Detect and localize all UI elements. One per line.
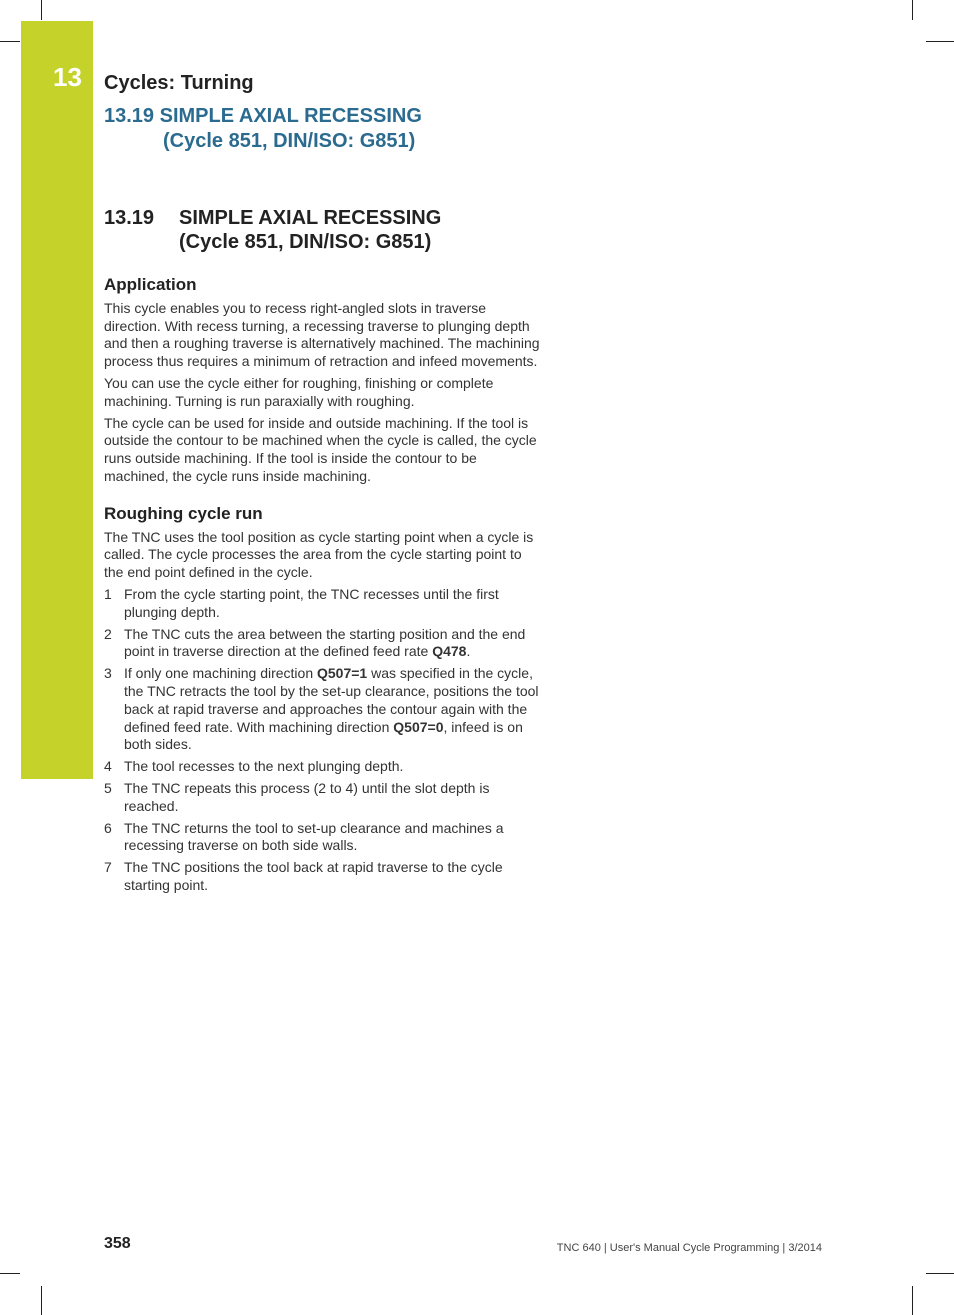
crop-mark — [926, 1273, 954, 1274]
chapter-tab — [21, 21, 93, 779]
roughing-steps — [104, 586, 542, 895]
step-number: 3 — [104, 665, 112, 682]
step-number: 2 — [104, 625, 112, 642]
section-number: 13.19 — [104, 207, 155, 229]
step-text: The tool recesses to the next plunging depth. — [124, 758, 404, 775]
section-title-line2: (Cycle 851, DIN/ISO: G851) — [179, 231, 432, 253]
step-text: The TNC returns the tool to set-up clearance and machines a recessing traverse on both side walls. — [124, 819, 504, 854]
crop-mark — [912, 1286, 913, 1315]
application-heading: Application — [104, 275, 197, 294]
roughing-heading: Roughing cycle run — [104, 503, 263, 523]
list-item — [104, 820, 542, 856]
section-heading — [104, 206, 441, 254]
step-text: From the cycle starting point, the TNC recesses until the first plunging depth. — [124, 585, 499, 620]
roughing-intro: The TNC uses the tool position as cycle starting point when a cycle is called. The cycle processes the area from the cycle starting point to the end point defined in the cycle. — [104, 528, 534, 581]
chapter-number: 13 — [53, 62, 82, 92]
step-text: . — [466, 643, 471, 660]
running-section-line1: 13.19 SIMPLE AXIAL RECESSING — [104, 105, 422, 127]
step-number: 1 — [104, 585, 112, 602]
list-item — [104, 626, 542, 662]
application-paragraph: The cycle can be used for inside and outside machining. If the tool is outside the contour to be machined when the cycle is called, the cycle runs outside machining. If the tool is inside the contour to be machined, the cycle runs inside machining. — [104, 414, 537, 484]
application-paragraph: This cycle enables you to recess right-angled slots in traverse direction. With recess turning, a recessing traverse to plunging depth and then a roughing traverse is alternatively machined. The machining process thus requires a minimum of retraction and infeed movements. — [104, 299, 540, 370]
application-paragraph: You can use the cycle either for roughing, finishing or complete machining. Turning is run paraxially with roughing. — [104, 374, 494, 409]
crop-mark — [41, 0, 42, 20]
list-item — [104, 758, 542, 776]
parameter-code: Q478 — [432, 643, 467, 660]
step-text: The TNC positions the tool back at rapid traverse to the cycle starting point. — [124, 859, 503, 893]
step-number: 7 — [104, 859, 112, 876]
page-number: 358 — [104, 1235, 131, 1252]
footer-text: TNC 640 | User's Manual Cycle Programming | 3/2014 — [556, 1242, 822, 1254]
crop-mark — [912, 0, 913, 20]
step-number: 6 — [104, 819, 112, 836]
chapter-title: Cycles: Turning — [104, 72, 254, 94]
crop-mark — [0, 41, 20, 42]
parameter-code: Q507=1 — [317, 665, 368, 682]
list-item — [104, 859, 542, 895]
step-text: If only one machining direction — [124, 665, 317, 682]
body-content — [104, 276, 542, 899]
crop-mark — [926, 41, 954, 42]
running-section-header — [104, 104, 422, 154]
list-item — [104, 586, 542, 622]
step-text: , infeed is on both sides. — [124, 718, 523, 753]
running-section-line2: (Cycle 851, DIN/ISO: G851) — [163, 130, 416, 152]
crop-mark — [41, 1286, 42, 1315]
list-item — [104, 780, 542, 816]
list-item — [104, 665, 542, 754]
step-number: 5 — [104, 779, 112, 796]
step-number: 4 — [104, 758, 112, 775]
section-title-line1: SIMPLE AXIAL RECESSING — [179, 207, 442, 229]
step-text: was specified in the cycle, the TNC retracts the tool by the set-up clearance, positions the tool back at rapid traverse and approaches the contour again with the defined feed rate. With machining direction — [124, 665, 539, 735]
crop-mark — [0, 1273, 20, 1274]
parameter-code: Q507=0 — [393, 718, 444, 735]
step-text: The TNC repeats this process (2 to 4) until the slot depth is reached. — [124, 779, 490, 814]
step-text: The TNC cuts the area between the starting position and the end point in traverse direction at the defined feed rate — [124, 625, 526, 660]
